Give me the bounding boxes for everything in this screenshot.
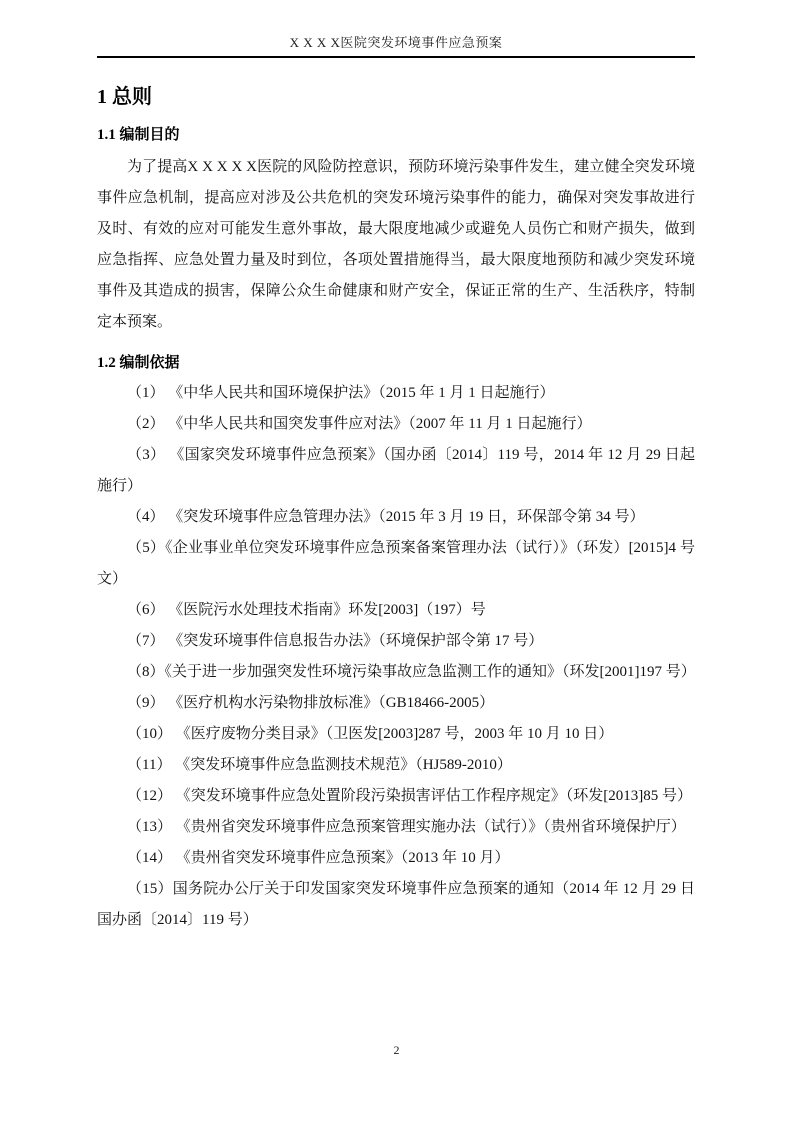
page-header-title: X X X X医院突发环境事件应急预案 xyxy=(289,35,503,50)
reference-item-1: （1） 《中华人民共和国环境保护法》（2015 年 1 月 1 日起施行） xyxy=(127,385,555,401)
header-rule xyxy=(97,56,695,58)
reference-item-10: （10） 《医疗废物分类目录》（卫医发[2003]287 号，2003 年 10 月 10 日） xyxy=(127,726,614,742)
page-number: 2 xyxy=(393,1043,400,1057)
reference-item-11: （11） 《突发环境事件应急监测技术规范》（HJ589-2010） xyxy=(127,757,512,773)
section-1-1-heading: 1.1 编制目的 xyxy=(97,127,180,143)
reference-item-2: （2） 《中华人民共和国突发事件应对法》（2007 年 11 月 1 日起施行） xyxy=(127,416,592,432)
reference-item-6: （6） 《医院污水处理技术指南》环发[2003]（197）号 xyxy=(127,602,486,618)
reference-item-13: （13） 《贵州省突发环境事件应急预案管理实施办法（试行）》（贵州省环境保护厅） xyxy=(127,819,686,835)
reference-item-12: （12） 《突发环境事件应急处置阶段污染损害评估工作程序规定》（环发[2013]85 号） xyxy=(127,788,692,804)
reference-item-4: （4） 《突发环境事件应急管理办法》（2015 年 3 月 19 日，环保部令第 34 号） xyxy=(127,509,645,525)
section-1-1-paragraph: 为了提高X X X X X医院的风险防控意识，预防环境污染事件发生，建立健全突发环境事件应急机制，提高应对涉及公共危机的突发环境污染事件的能力，确保对突发事故进行及时、有效的应对可能发生意外事故，最大限度地减少或避免人员伤亡和财产损失，做到应急指挥、应急处置力量及时到位，各项处置措施得当，最大限度地预防和减少突发环境事件及其造成的损害，保障公众生命健康和财产安全，保证正常的生产、生活秩序，特制定本预案。 xyxy=(97,159,695,330)
reference-item-5: （5）《企业事业单位突发环境事件应急预案备案管理办法（试行）》（环发）[2015]4 号文） xyxy=(97,540,695,587)
reference-list xyxy=(97,378,695,936)
reference-item-14: （14） 《贵州省突发环境事件应急预案》（2013 年 10 月） xyxy=(127,850,510,866)
chapter-heading: 1 总则 xyxy=(97,86,152,108)
section-1-2-heading: 1.2 编制依据 xyxy=(97,355,180,371)
reference-item-9: （9） 《医疗机构水污染物排放标准》（GB18466-2005） xyxy=(127,695,495,711)
reference-item-7: （7） 《突发环境事件信息报告办法》（环境保护部令第 17 号） xyxy=(127,633,544,649)
reference-item-15: （15）国务院办公厅关于印发国家突发环境事件应急预案的通知（2014 年 12 月 29 日国办函〔2014〕119 号） xyxy=(97,881,695,928)
reference-item-3: （3） 《国家突发环境事件应急预案》（国办函〔2014〕119 号，2014 年 12 月 29 日起施行） xyxy=(97,447,695,494)
reference-item-8: （8）《关于进一步加强突发性环境污染事故应急监测工作的通知》（环发[2001]197 号） xyxy=(127,664,696,680)
